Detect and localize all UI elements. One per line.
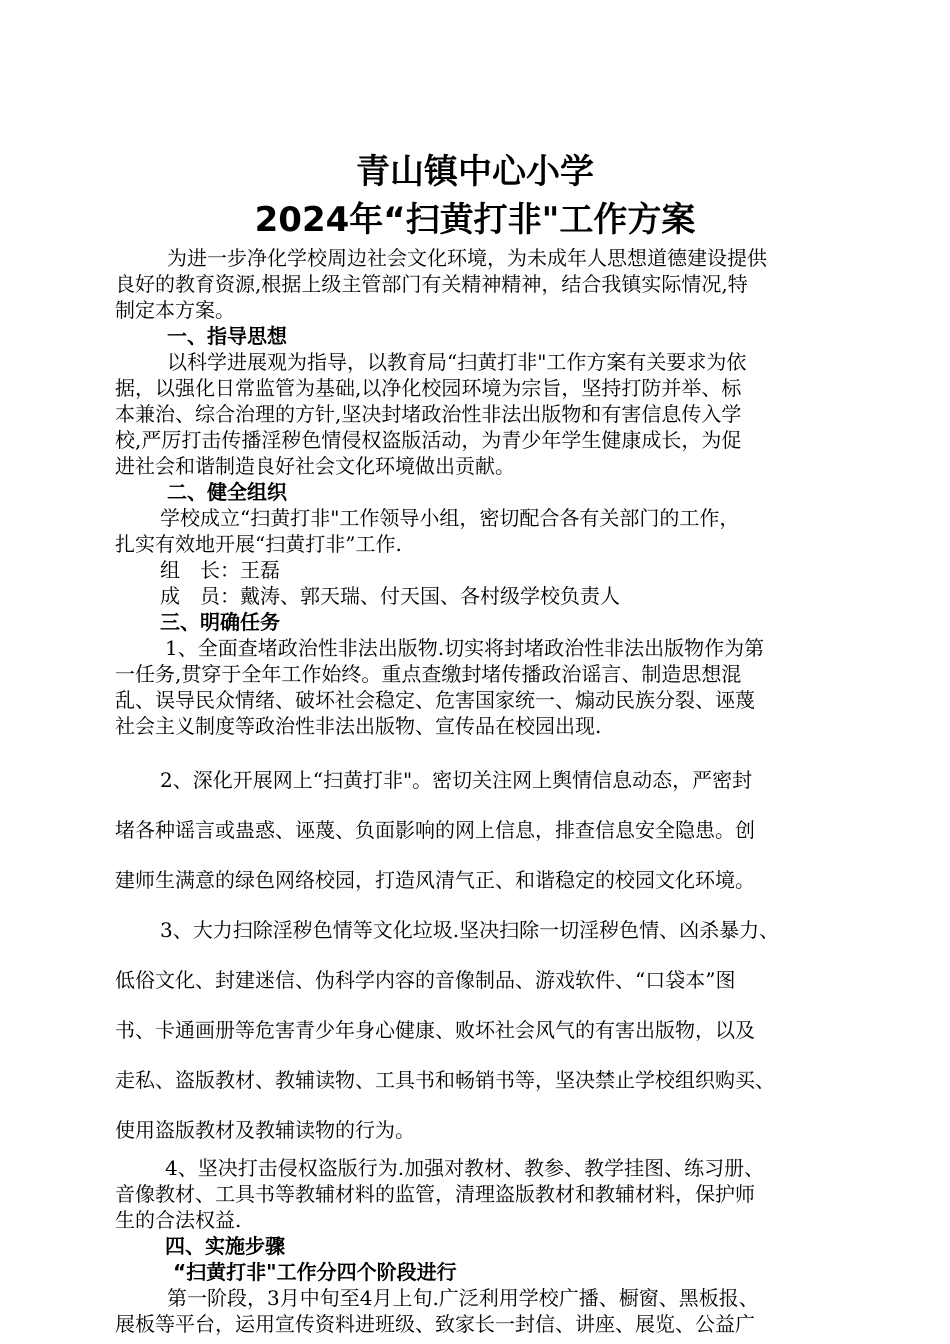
paragraph-line: 校,严厉打击传播淫秽色情侵权盗版活动，为青少年学生健康成长，为促 — [115, 428, 742, 452]
paragraph-line: 进社会和谐制造良好社会文化环境做出贡献。 — [115, 454, 515, 478]
paragraph-line: 低俗文化、封建迷信、伪科学内容的音像制品、游戏软件、“口袋本”图 — [115, 968, 736, 992]
paragraph-line: 使用盗版教材及教辅读物的行为。 — [115, 1118, 415, 1142]
paragraph-line: 乱、误导民众情绪、破坏社会稳定、危害国家统一、煽动民族分裂、诬蔑 — [115, 688, 755, 712]
paragraph-line: 建师生满意的绿色网络校园，打造风清气正、和谐稳定的校园文化环境。 — [115, 868, 755, 892]
paragraph-line: 书、卡通画册等危害青少年身心健康、败坏社会风气的有害出版物，以及 — [115, 1018, 755, 1042]
section-heading: 一、指导思想 — [167, 324, 287, 348]
paragraph-line: 以科学进展观为指导，以教育局“扫黄打非"工作方案有关要求为依 — [167, 350, 747, 374]
paragraph-line: 3、大力扫除淫秽色情等文化垃圾.坚决扫除一切淫秽色情、凶杀暴力、 — [160, 918, 780, 942]
paragraph-line: 1、全面查堵政治性非法出版物.切实将封堵政治性非法出版物作为第 — [165, 636, 765, 660]
section-heading: 二、健全组织 — [167, 480, 287, 504]
paragraph-line: 一任务,贯穿于全年工作始终。重点查缴封堵传播政治谣言、制造思想混 — [115, 662, 742, 686]
section-heading: 四、实施步骤 — [165, 1234, 285, 1258]
paragraph-line: 制定本方案。 — [115, 298, 235, 322]
paragraph-line: 本兼治、综合治理的方针,坚决封堵政治性非法出版物和有害信息传入学 — [115, 402, 742, 426]
document-body — [115, 245, 840, 1337]
group-members-line: 成 员：戴涛、郭天瑞、付天国、各村级学校负责人 — [160, 584, 620, 608]
paragraph-line: 2、深化开展网上“扫黄打非"。密切关注网上舆情信息动态，严密封 — [160, 768, 753, 792]
group-leader-line: 组 长：王磊 — [160, 558, 280, 582]
paragraph-line: 社会主义制度等政治性非法出版物、宣传品在校园出现. — [115, 714, 602, 738]
paragraph-line: 堵各种谣言或蛊惑、诬蔑、负面影响的网上信息，排查信息安全隐患。创 — [115, 818, 755, 842]
paragraph-line: 据，以强化日常监管为基础,以净化校园环境为宗旨，坚持打防并举、标 — [115, 376, 742, 400]
paragraph-line: 展板等平台，运用宣传资料进班级、致家长一封信、讲座、展览、公益广 — [115, 1312, 755, 1336]
paragraph-line: 走私、盗版教材、教辅读物、工具书和畅销书等，坚决禁止学校组织购买、 — [115, 1068, 775, 1092]
paragraph-line: 为进一步净化学校周边社会文化环境，为未成年人思想道德建设提供 — [167, 246, 767, 270]
paragraph-line: 扎实有效地开展“扫黄打非”工作. — [115, 532, 402, 556]
paragraph-line: 学校成立“扫黄打非"工作领导小组，密切配合各有关部门的工作， — [160, 506, 740, 530]
document-title-plan: 2024年“扫黄打非"工作方案 — [254, 200, 696, 240]
paragraph-line: 生的合法权益. — [115, 1208, 242, 1232]
document-title-school: 青山镇中心小学 — [356, 152, 594, 192]
paragraph-line: 良好的教育资源,根据上级主管部门有关精神精神，结合我镇实际情况,特 — [115, 272, 748, 296]
section-heading: 三、明确任务 — [160, 610, 280, 634]
subsection-heading: “扫黄打非"工作分四个阶段进行 — [173, 1260, 457, 1284]
paragraph-line: 4、坚决打击侵权盗版行为.加强对教材、教参、教学挂图、练习册、 — [165, 1156, 765, 1180]
paragraph-line: 音像教材、工具书等教辅材料的监管，清理盗版教材和教辅材料，保护师 — [115, 1182, 755, 1206]
paragraph-line: 第一阶段，3月中旬至4月上旬.广泛利用学校广播、橱窗、黑板报、 — [167, 1286, 759, 1310]
